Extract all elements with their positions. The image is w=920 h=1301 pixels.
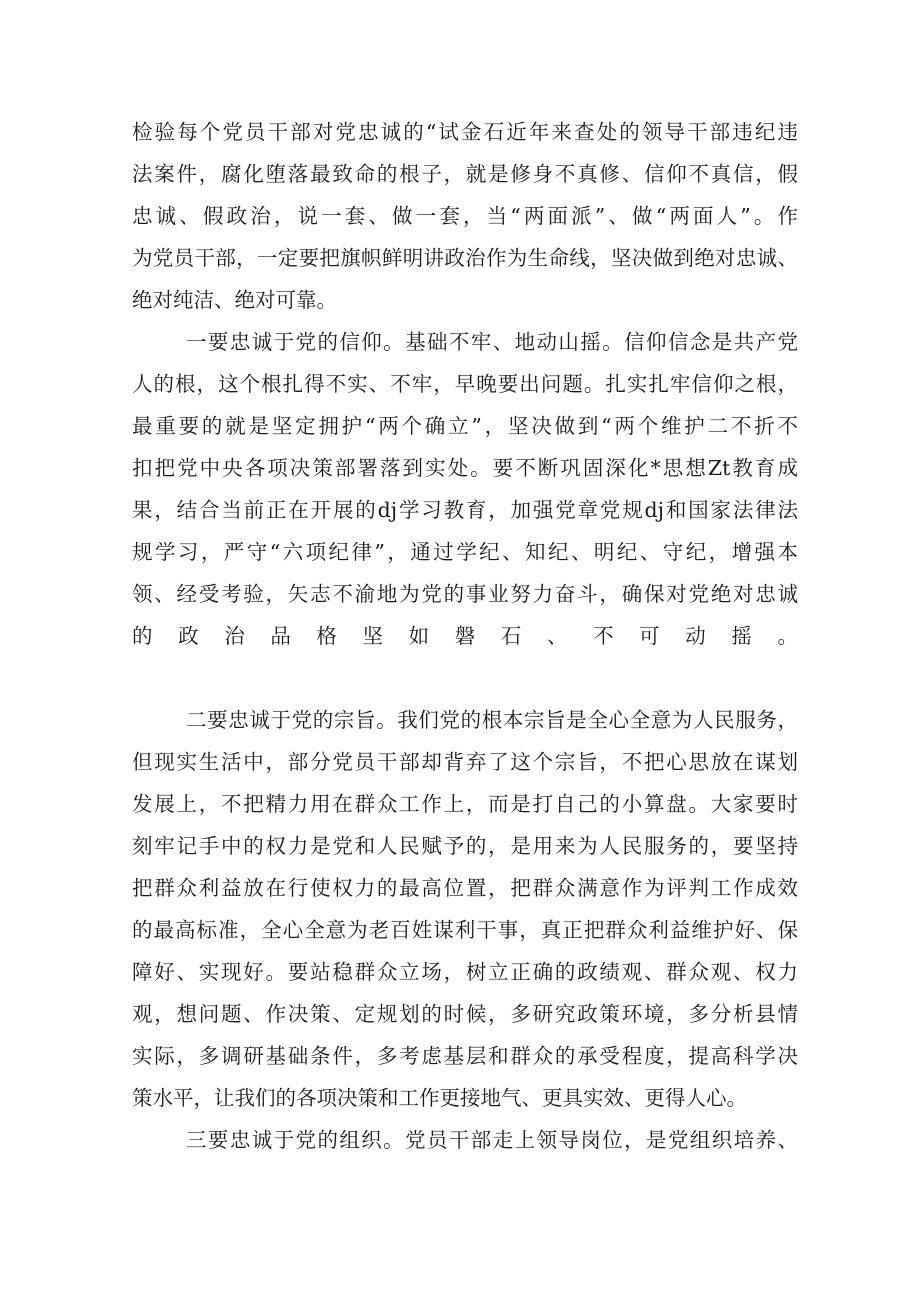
text-line: 策水平，让我们的各项决策和工作更接地气、更具实效、更得人心。 <box>132 1086 747 1110</box>
text-line: 忠诚、假政治，说一套、做一套，当“两面派”、做“两面人”。作 <box>132 204 798 228</box>
text-line: 实际，多调研基础条件，多考虑基层和群众的承受程度，提高科学决 <box>132 1044 798 1068</box>
text-line: 果，结合当前正在开展的dj学习教育，加强党章党规dj和国家法律法 <box>132 498 798 522</box>
text-line: 一要忠诚于党的信仰。基础不牢、地动山摇。信仰信念是共产党 <box>186 330 798 354</box>
text-line: 但现实生活中，部分党员干部却背弃了这个宗旨，不把心思放在谋划 <box>132 750 798 774</box>
paragraph-3 <box>132 699 798 1119</box>
text-line: 人的根，这个根扎得不实、不牢，早晚要出问题。扎实扎牢信仰之根， <box>132 372 798 396</box>
text-line: 检验每个党员干部对党忠诚的“试金石近年来查处的领导干部违纪违 <box>132 120 798 144</box>
text-line: 扣把党中央各项决策部署落到实处。要不断巩固深化*思想Zt教育成 <box>132 456 798 480</box>
text-line <box>132 657 798 699</box>
document-body <box>132 111 798 1161</box>
text-line: 最重要的就是坚定拥护“两个确立”，坚决做到“两个维护二不折不 <box>132 414 798 438</box>
text-line: 观，想问题、作决策、定规划的时候，多研究政策环境，多分析县情 <box>132 1002 798 1026</box>
text-line: 障好、实现好。要站稳群众立场，树立正确的政绩观、群众观、权力 <box>132 960 798 984</box>
paragraph-2 <box>132 321 798 699</box>
text-line: 把群众利益放在行使权力的最高位置，把群众满意作为评判工作成效 <box>132 876 798 900</box>
text-line: 的最高标准，全心全意为老百姓谋利干事，真正把群众利益维护好、保 <box>132 918 798 942</box>
text-line: 二要忠诚于党的宗旨。我们党的根本宗旨是全心全意为人民服务， <box>186 708 798 732</box>
paragraph-1 <box>132 111 798 321</box>
text-line: 刻牢记手中的权力是党和人民赋予的，是用来为人民服务的，要坚持 <box>132 834 798 858</box>
text-line: 法案件，腐化堕落最致命的根子，就是修身不真修、信仰不真信，假 <box>132 162 798 186</box>
text-line: 发展上，不把精力用在群众工作上，而是打自己的小算盘。大家要时 <box>132 792 798 816</box>
text-line: 为党员干部，一定要把旗帜鲜明讲政治作为生命线，坚决做到绝对忠诚、 <box>132 246 798 270</box>
paragraph-4 <box>132 1119 798 1161</box>
text-line: 规学习，严守“六项纪律”，通过学纪、知纪、明纪、守纪，增强本 <box>132 540 798 564</box>
text-line: 三要忠诚于党的组织。党员干部走上领导岗位，是党组织培养、 <box>186 1128 798 1152</box>
text-line: 绝对纯洁、绝对可靠。 <box>132 288 337 312</box>
text-line: 的政治品格坚如磐石、不可动摇。 <box>132 624 798 648</box>
text-line: 领、经受考验，矢志不渝地为党的事业努力奋斗，确保对党绝对忠诚 <box>132 582 798 606</box>
